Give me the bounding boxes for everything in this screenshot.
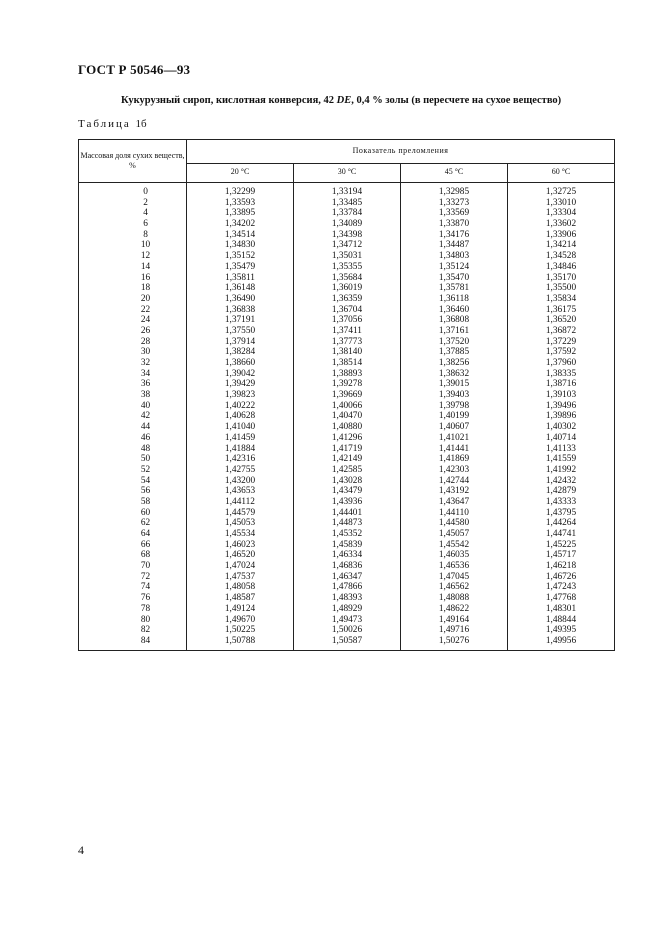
cell-t60: 1,33010 — [507, 198, 614, 209]
cell-t30: 1,33485 — [294, 198, 401, 209]
cell-t45: 1,40199 — [401, 411, 508, 422]
cell-t45: 1,36808 — [401, 315, 508, 326]
cell-t45: 1,46035 — [401, 550, 508, 561]
cell-t45: 1,46562 — [401, 582, 508, 593]
column-header-refraction: Показатель преломления — [187, 140, 615, 164]
cell-t45: 1,34487 — [401, 240, 508, 251]
cell-t45: 1,42303 — [401, 465, 508, 476]
cell-t20: 1,32299 — [187, 183, 294, 198]
cell-mass: 78 — [79, 604, 187, 615]
table-row — [79, 422, 615, 433]
cell-t60: 1,43333 — [507, 497, 614, 508]
cell-t30: 1,41719 — [294, 444, 401, 455]
cell-t30: 1,38514 — [294, 358, 401, 369]
cell-t20: 1,45534 — [187, 529, 294, 540]
cell-mass: 32 — [79, 358, 187, 369]
cell-t30: 1,47866 — [294, 582, 401, 593]
cell-t20: 1,39042 — [187, 369, 294, 380]
cell-mass: 58 — [79, 497, 187, 508]
cell-t30: 1,36704 — [294, 305, 401, 316]
cell-t30: 1,35355 — [294, 262, 401, 273]
cell-t60: 1,35170 — [507, 273, 614, 284]
cell-mass: 70 — [79, 561, 187, 572]
cell-t45: 1,39798 — [401, 401, 508, 412]
cell-mass: 0 — [79, 183, 187, 198]
cell-t30: 1,34398 — [294, 230, 401, 241]
cell-t60: 1,40302 — [507, 422, 614, 433]
table-row — [79, 198, 615, 209]
cell-mass: 56 — [79, 486, 187, 497]
cell-t60: 1,45717 — [507, 550, 614, 561]
cell-t20: 1,41884 — [187, 444, 294, 455]
column-header-temp-60: 60 °C — [507, 163, 614, 182]
refractive-index-table — [78, 139, 615, 651]
cell-mass: 18 — [79, 283, 187, 294]
table-row — [79, 636, 615, 650]
cell-t45: 1,44110 — [401, 508, 508, 519]
table-row — [79, 465, 615, 476]
table-row — [79, 273, 615, 284]
cell-t20: 1,48587 — [187, 593, 294, 604]
cell-t60: 1,49395 — [507, 625, 614, 636]
cell-t20: 1,40628 — [187, 411, 294, 422]
cell-t20: 1,40222 — [187, 401, 294, 412]
table-title-part2: , 0,4 % золы (в пересчете на сухое вещество) — [351, 95, 562, 106]
cell-t20: 1,47024 — [187, 561, 294, 572]
table-row — [79, 337, 615, 348]
cell-t30: 1,38893 — [294, 369, 401, 380]
cell-t30: 1,37773 — [294, 337, 401, 348]
cell-t20: 1,46520 — [187, 550, 294, 561]
cell-t30: 1,42149 — [294, 454, 401, 465]
cell-mass: 72 — [79, 572, 187, 583]
table-row — [79, 486, 615, 497]
table-row — [79, 572, 615, 583]
cell-t30: 1,41296 — [294, 433, 401, 444]
cell-t60: 1,38716 — [507, 379, 614, 390]
cell-t45: 1,46536 — [401, 561, 508, 572]
cell-t20: 1,47537 — [187, 572, 294, 583]
table-title — [121, 95, 561, 106]
cell-mass: 48 — [79, 444, 187, 455]
cell-t45: 1,48088 — [401, 593, 508, 604]
cell-t20: 1,43653 — [187, 486, 294, 497]
cell-t20: 1,36148 — [187, 283, 294, 294]
table-row — [79, 358, 615, 369]
cell-t45: 1,36118 — [401, 294, 508, 305]
cell-t30: 1,50026 — [294, 625, 401, 636]
page-number: 4 — [78, 843, 84, 857]
cell-mass: 4 — [79, 208, 187, 219]
table-row — [79, 315, 615, 326]
cell-t60: 1,48301 — [507, 604, 614, 615]
cell-mass: 76 — [79, 593, 187, 604]
cell-t45: 1,42744 — [401, 476, 508, 487]
cell-t30: 1,35684 — [294, 273, 401, 284]
cell-t20: 1,33593 — [187, 198, 294, 209]
cell-mass: 14 — [79, 262, 187, 273]
table-label — [78, 118, 147, 130]
table-row — [79, 529, 615, 540]
cell-t30: 1,50587 — [294, 636, 401, 650]
table-row — [79, 305, 615, 316]
column-header-temp-30: 30 °C — [294, 163, 401, 182]
cell-t60: 1,34846 — [507, 262, 614, 273]
cell-t60: 1,37592 — [507, 347, 614, 358]
table-row — [79, 550, 615, 561]
cell-t30: 1,44873 — [294, 518, 401, 529]
cell-t45: 1,33273 — [401, 198, 508, 209]
cell-t45: 1,35470 — [401, 273, 508, 284]
column-header-mass: Массовая доля сухих веществ, % — [79, 140, 187, 183]
cell-mass: 30 — [79, 347, 187, 358]
cell-mass: 26 — [79, 326, 187, 337]
cell-mass: 60 — [79, 508, 187, 519]
cell-t45: 1,36460 — [401, 305, 508, 316]
cell-t20: 1,46023 — [187, 540, 294, 551]
cell-t60: 1,44741 — [507, 529, 614, 540]
table-title-de: DE — [336, 95, 352, 106]
table-row — [79, 369, 615, 380]
cell-t20: 1,37914 — [187, 337, 294, 348]
cell-t60: 1,47768 — [507, 593, 614, 604]
cell-mass: 38 — [79, 390, 187, 401]
cell-t20: 1,45053 — [187, 518, 294, 529]
cell-mass: 80 — [79, 615, 187, 626]
cell-t60: 1,46726 — [507, 572, 614, 583]
cell-t60: 1,41133 — [507, 444, 614, 455]
cell-t30: 1,44401 — [294, 508, 401, 519]
table-row — [79, 561, 615, 572]
cell-t30: 1,43479 — [294, 486, 401, 497]
cell-t45: 1,49164 — [401, 615, 508, 626]
cell-t45: 1,45057 — [401, 529, 508, 540]
cell-t45: 1,38256 — [401, 358, 508, 369]
table-row — [79, 379, 615, 390]
table-row — [79, 230, 615, 241]
cell-t45: 1,49716 — [401, 625, 508, 636]
cell-t45: 1,33569 — [401, 208, 508, 219]
cell-mass: 28 — [79, 337, 187, 348]
cell-t60: 1,47243 — [507, 582, 614, 593]
cell-t45: 1,32985 — [401, 183, 508, 198]
cell-t20: 1,38660 — [187, 358, 294, 369]
table-row — [79, 518, 615, 529]
cell-t20: 1,36838 — [187, 305, 294, 316]
column-header-temp-20: 20 °C — [187, 163, 294, 182]
cell-t60: 1,43795 — [507, 508, 614, 519]
cell-mass: 68 — [79, 550, 187, 561]
cell-t30: 1,40066 — [294, 401, 401, 412]
cell-t20: 1,50788 — [187, 636, 294, 650]
cell-t45: 1,41441 — [401, 444, 508, 455]
cell-t30: 1,45839 — [294, 540, 401, 551]
cell-t60: 1,39103 — [507, 390, 614, 401]
cell-t60: 1,39896 — [507, 411, 614, 422]
cell-t45: 1,43192 — [401, 486, 508, 497]
cell-t30: 1,34089 — [294, 219, 401, 230]
cell-t60: 1,35500 — [507, 283, 614, 294]
table-row — [79, 476, 615, 487]
cell-t45: 1,33870 — [401, 219, 508, 230]
cell-t60: 1,45225 — [507, 540, 614, 551]
cell-t20: 1,49670 — [187, 615, 294, 626]
table-label-number: 1б — [135, 118, 147, 130]
cell-mass: 66 — [79, 540, 187, 551]
cell-t20: 1,36490 — [187, 294, 294, 305]
table-row — [79, 625, 615, 636]
cell-t20: 1,49124 — [187, 604, 294, 615]
cell-mass: 54 — [79, 476, 187, 487]
table-row — [79, 540, 615, 551]
cell-t45: 1,41869 — [401, 454, 508, 465]
table-row — [79, 262, 615, 273]
table-row — [79, 593, 615, 604]
table-row — [79, 326, 615, 337]
cell-t60: 1,34214 — [507, 240, 614, 251]
cell-t20: 1,42755 — [187, 465, 294, 476]
cell-t45: 1,40607 — [401, 422, 508, 433]
table-row — [79, 615, 615, 626]
cell-t20: 1,34202 — [187, 219, 294, 230]
cell-mass: 20 — [79, 294, 187, 305]
cell-t20: 1,39823 — [187, 390, 294, 401]
cell-t60: 1,36520 — [507, 315, 614, 326]
cell-mass: 46 — [79, 433, 187, 444]
document-header: ГОСТ Р 50546—93 — [78, 62, 191, 77]
cell-t20: 1,39429 — [187, 379, 294, 390]
cell-mass: 50 — [79, 454, 187, 465]
cell-mass: 74 — [79, 582, 187, 593]
table-row — [79, 283, 615, 294]
cell-t20: 1,44112 — [187, 497, 294, 508]
cell-t30: 1,43936 — [294, 497, 401, 508]
cell-t20: 1,41040 — [187, 422, 294, 433]
cell-t30: 1,43028 — [294, 476, 401, 487]
table-row — [79, 183, 615, 198]
cell-mass: 10 — [79, 240, 187, 251]
cell-t20: 1,37550 — [187, 326, 294, 337]
cell-t45: 1,47045 — [401, 572, 508, 583]
cell-t30: 1,33784 — [294, 208, 401, 219]
table-row — [79, 454, 615, 465]
cell-t60: 1,33906 — [507, 230, 614, 241]
cell-t60: 1,37229 — [507, 337, 614, 348]
cell-t30: 1,36359 — [294, 294, 401, 305]
cell-t30: 1,42585 — [294, 465, 401, 476]
cell-t45: 1,39015 — [401, 379, 508, 390]
cell-t20: 1,35152 — [187, 251, 294, 262]
cell-t30: 1,49473 — [294, 615, 401, 626]
cell-t45: 1,37161 — [401, 326, 508, 337]
cell-t20: 1,37191 — [187, 315, 294, 326]
cell-t60: 1,44264 — [507, 518, 614, 529]
table-row — [79, 508, 615, 519]
cell-t60: 1,42879 — [507, 486, 614, 497]
cell-t30: 1,38140 — [294, 347, 401, 358]
table-label-word: Таблица — [78, 118, 131, 130]
cell-t45: 1,34803 — [401, 251, 508, 262]
cell-t30: 1,40470 — [294, 411, 401, 422]
cell-mass: 8 — [79, 230, 187, 241]
cell-t45: 1,37885 — [401, 347, 508, 358]
table-title-part1: Кукурузный сироп, кислотная конверсия, 42 — [121, 95, 337, 106]
cell-t30: 1,48929 — [294, 604, 401, 615]
cell-t60: 1,49956 — [507, 636, 614, 650]
cell-t45: 1,48622 — [401, 604, 508, 615]
table-row — [79, 444, 615, 455]
cell-t20: 1,42316 — [187, 454, 294, 465]
cell-t20: 1,35479 — [187, 262, 294, 273]
cell-t45: 1,44580 — [401, 518, 508, 529]
cell-t60: 1,40714 — [507, 433, 614, 444]
table-row — [79, 401, 615, 412]
cell-t30: 1,39669 — [294, 390, 401, 401]
cell-t60: 1,38335 — [507, 369, 614, 380]
cell-mass: 52 — [79, 465, 187, 476]
cell-mass: 2 — [79, 198, 187, 209]
cell-t30: 1,35031 — [294, 251, 401, 262]
cell-t20: 1,34830 — [187, 240, 294, 251]
cell-t60: 1,48844 — [507, 615, 614, 626]
cell-mass: 42 — [79, 411, 187, 422]
cell-mass: 22 — [79, 305, 187, 316]
column-header-temp-45: 45 °C — [401, 163, 508, 182]
cell-t45: 1,41021 — [401, 433, 508, 444]
cell-t20: 1,48058 — [187, 582, 294, 593]
cell-mass: 62 — [79, 518, 187, 529]
cell-mass: 40 — [79, 401, 187, 412]
table-row — [79, 497, 615, 508]
table-row — [79, 294, 615, 305]
cell-t60: 1,33602 — [507, 219, 614, 230]
cell-mass: 12 — [79, 251, 187, 262]
table-row — [79, 347, 615, 358]
cell-mass: 34 — [79, 369, 187, 380]
cell-t60: 1,39496 — [507, 401, 614, 412]
cell-t30: 1,46836 — [294, 561, 401, 572]
cell-t30: 1,34712 — [294, 240, 401, 251]
cell-t30: 1,48393 — [294, 593, 401, 604]
cell-t60: 1,34528 — [507, 251, 614, 262]
cell-t60: 1,36175 — [507, 305, 614, 316]
cell-t45: 1,35124 — [401, 262, 508, 273]
cell-t45: 1,38632 — [401, 369, 508, 380]
cell-t60: 1,33304 — [507, 208, 614, 219]
cell-t20: 1,50225 — [187, 625, 294, 636]
cell-t60: 1,36872 — [507, 326, 614, 337]
cell-t45: 1,39403 — [401, 390, 508, 401]
table-row — [79, 240, 615, 251]
cell-t20: 1,34514 — [187, 230, 294, 241]
cell-t20: 1,35811 — [187, 273, 294, 284]
cell-t30: 1,39278 — [294, 379, 401, 390]
cell-t20: 1,44579 — [187, 508, 294, 519]
table-row — [79, 219, 615, 230]
cell-t20: 1,38284 — [187, 347, 294, 358]
cell-t30: 1,33194 — [294, 183, 401, 198]
cell-t30: 1,37056 — [294, 315, 401, 326]
table-row — [79, 604, 615, 615]
cell-t45: 1,35781 — [401, 283, 508, 294]
cell-t20: 1,33895 — [187, 208, 294, 219]
table-row — [79, 390, 615, 401]
table-row — [79, 411, 615, 422]
cell-t60: 1,32725 — [507, 183, 614, 198]
cell-t30: 1,45352 — [294, 529, 401, 540]
cell-t45: 1,43647 — [401, 497, 508, 508]
cell-t20: 1,43200 — [187, 476, 294, 487]
cell-t45: 1,45542 — [401, 540, 508, 551]
cell-mass: 44 — [79, 422, 187, 433]
cell-t30: 1,46347 — [294, 572, 401, 583]
cell-t60: 1,42432 — [507, 476, 614, 487]
cell-t20: 1,41459 — [187, 433, 294, 444]
cell-t60: 1,37960 — [507, 358, 614, 369]
cell-t60: 1,41992 — [507, 465, 614, 476]
table-row — [79, 251, 615, 262]
cell-mass: 84 — [79, 636, 187, 650]
table-body — [79, 183, 615, 651]
cell-t30: 1,37411 — [294, 326, 401, 337]
cell-mass: 24 — [79, 315, 187, 326]
table-row — [79, 208, 615, 219]
cell-t45: 1,50276 — [401, 636, 508, 650]
cell-t60: 1,46218 — [507, 561, 614, 572]
cell-mass: 36 — [79, 379, 187, 390]
cell-t60: 1,35834 — [507, 294, 614, 305]
table-row — [79, 433, 615, 444]
cell-t45: 1,34176 — [401, 230, 508, 241]
cell-mass: 82 — [79, 625, 187, 636]
cell-mass: 16 — [79, 273, 187, 284]
cell-mass: 64 — [79, 529, 187, 540]
cell-t30: 1,36019 — [294, 283, 401, 294]
cell-t45: 1,37520 — [401, 337, 508, 348]
cell-mass: 6 — [79, 219, 187, 230]
cell-t30: 1,40880 — [294, 422, 401, 433]
table-row — [79, 582, 615, 593]
cell-t60: 1,41559 — [507, 454, 614, 465]
cell-t30: 1,46334 — [294, 550, 401, 561]
